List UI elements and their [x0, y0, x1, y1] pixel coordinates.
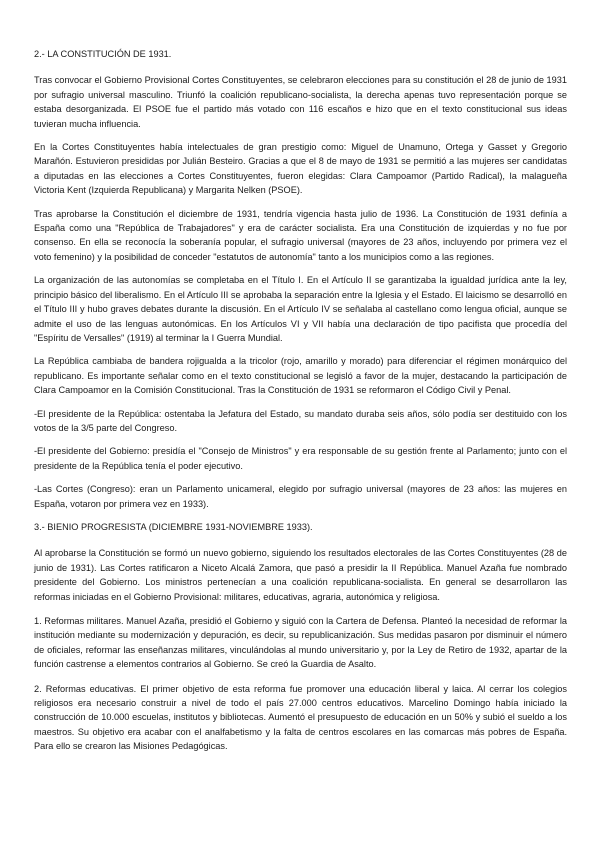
list-item-cortes: -Las Cortes (Congreso): eran un Parlamento unicameral, elegido por sufragio universal (mayores de 23 años: las mujeres en España, votaron por primera vez en 1933).	[34, 484, 567, 509]
paragraph-cortes-intelectuales: En la Cortes Constituyentes había intelectuales de gran prestigio como: Miguel de Unamuno, Ortega y Gasset y Gregorio Marañón. Estuvieron presididas por Julián Besteiro. Gracias a que el 8 de mayo de 1931 se permitió a las mujeres ser candidatas a diputadas en las elecciones a Cortes Constituyentes, fueron elegidas: Clara Campoamor (Partido Radical), la malagueña Victoria Kent (Izquierda Republicana) y Margarita Nelken (PSOE).	[34, 142, 567, 196]
list-item-presidente-gobierno: -El presidente del Gobierno: presidía el "Consejo de Ministros" y era responsable de su gestión frente al Parlamento; junto con el presidente de la República tenía el poder ejecutivo.	[34, 446, 567, 471]
document-page	[34, 47, 567, 764]
list-item-presidente-republica: -El presidente de la República: ostentaba la Jefatura del Estado, su mandato duraba seis años, sólo podía ser destituido con los votos de la 3/5 parte del Congreso.	[34, 408, 567, 433]
paragraph-reformas-educativas: 2. Reformas educativas. El primer objetivo de esta reforma fue promover una educación liberal y laica. Al cerrar los colegios religiosos era necesario construir a nivel de todo el país 27.000 centros educativos. Marcelino Domingo había iniciado la construcción de 10.000 escuelas, institutos y bibliotecas. Aumentó el presupuesto de educación en un 50% y subió el sueldo a los maestros. Su objetivo era acabar con el analfabetismo y la falta de centros escolares en las comarcas más pobres de España. Para ello se crearon las Misiones Pedagógicas.	[34, 683, 567, 752]
section-heading-constitucion: 2.- LA CONSTITUCIÓN DE 1931.	[34, 49, 172, 59]
paragraph-constitucion-caracter: Tras aprobarse la Constitución el diciembre de 1931, tendría vigencia hasta julio de 1936. La Constitución de 1931 definía a España como una "República de Trabajadores" y era de carácter socialista. Era una Constitución de izquierdas y no fue por consenso. En ella se reconocía la soberanía popular, el sufragio universal (mayores de 23 años, incluyendo por primera vez el voto femenino) y la posibilidad de conceder "estatutos de autonomía" tanto a los municipios como a las regiones.	[34, 208, 567, 262]
paragraph-reformas-militares: 1. Reformas militares. Manuel Azaña, presidió el Gobierno y siguió con la Cartera de Defensa. Planteó la necesidad de reformar la institución mediante su modernización y depuración, es decir, su republicanización. Sus medidas pasaron por disminuir el número de oficiales, reformar las enseñanzas militares, vinculándolas al mundo universitario y, por la Ley de Retiro de 1932, apartar de la función castrense a elementos contrarios al Gobierno. Se creó la Guardia de Asalto.	[34, 616, 567, 670]
section-heading-bienio: 3.- BIENIO PROGRESISTA (DICIEMBRE 1931-NOVIEMBRE 1933).	[34, 521, 313, 532]
paragraph-elecciones: Tras convocar el Gobierno Provisional Cortes Constituyentes, se celebraron elecciones para su constitución el 28 de junio de 1931 por sufragio universal masculino. Triunfó la coalición republicano-socialista, la derecha apenas tuvo representación porque se estaba desorganizada. El PSOE fue el partido más votado con 116 escaños e hizo que en el texto constitucional sus ideas tuvieran mucha influencia.	[34, 75, 567, 129]
paragraph-nuevo-gobierno: Al aprobarse la Constitución se formó un nuevo gobierno, siguiendo los resultados electorales de las Cortes Constituyentes (28 de junio de 1931). Las Cortes ratificaron a Niceto Alcalá Zamora, que pasó a presidir la II República. Manuel Azaña fue nombrado presidente del Gobierno. Los ministros pertenecían a una coalición republicana-socialista. En general se desarrollaron las reformas iniciadas en el Gobierno Provisional: militares, educativas, agraria, autonómica y religiosa.	[34, 548, 567, 602]
institutions-list	[34, 407, 567, 511]
paragraph-bandera: La República cambiaba de bandera rojigualda a la tricolor (rojo, amarillo y morado) para diferenciar el régimen monárquico del republicano. Es importante señalar como en el texto constitucional se legisló a favor de la mujer, destacando la participación de Clara Campoamor en la Comisión Constitucional. Tras la Constitución de 1931 se reformaron el Código Civil y Penal.	[34, 356, 567, 396]
paragraph-autonomias: La organización de las autonomías se completaba en el Título I. En el Artículo II se garantizaba la igualdad jurídica ante la ley, principio básico del liberalismo. En el Artículo III se aprobaba la separación entre la Iglesia y el Estado. El laicismo se desarrolló en el Título III y hubo graves debates durante la discusión. En el Artículo IV se señalaba al castellano como lengua oficial, aunque se admite el uso de las lenguas autonómicas. En los Artículos VI y VII había una declaración de tipo pacifista que procedía del "Espíritu de Versalles" (1919) al terminar la I Guerra Mundial.	[34, 275, 567, 343]
